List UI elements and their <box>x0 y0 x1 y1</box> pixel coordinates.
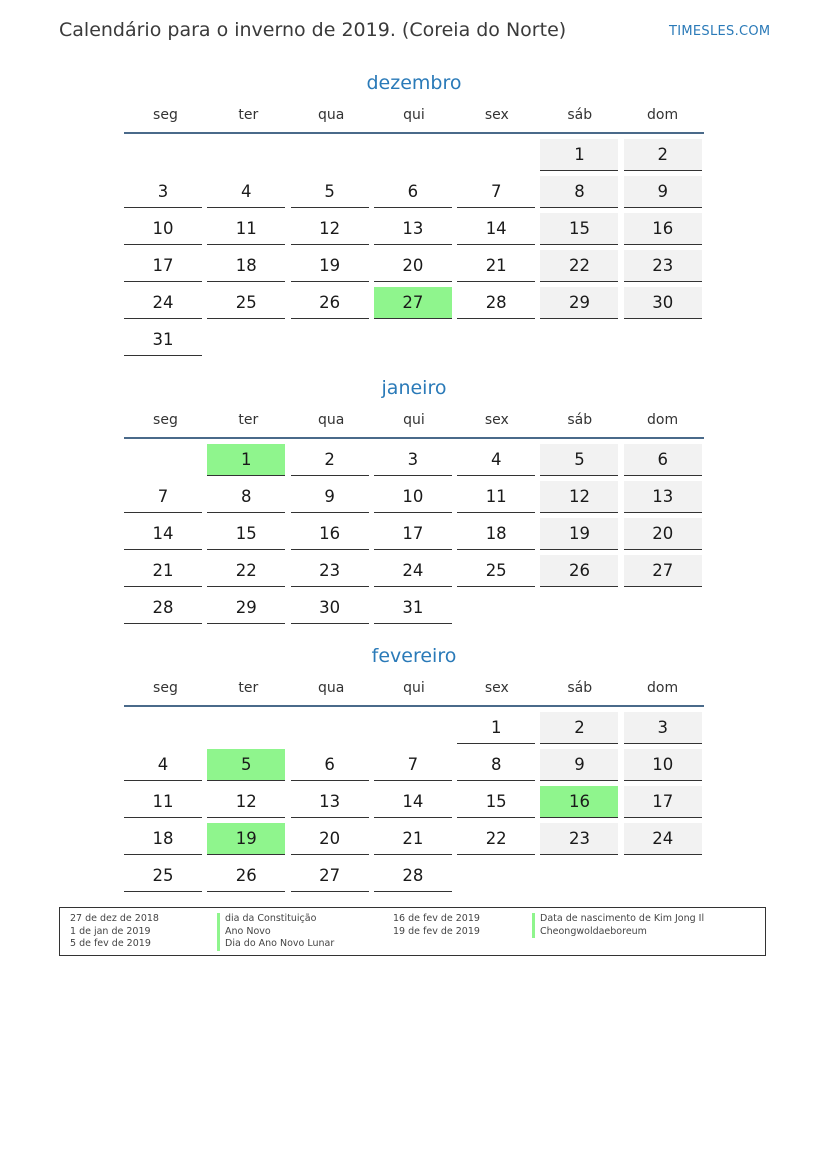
weekday-label: ter <box>238 412 259 428</box>
weekday-label: sáb <box>567 107 593 123</box>
day-cell[interactable]: 30 <box>624 287 702 319</box>
empty-cell <box>124 444 202 475</box>
holiday-day-cell[interactable]: 1 <box>207 444 285 476</box>
weekday-label: sex <box>484 680 509 696</box>
day-cell[interactable]: 9 <box>540 749 618 781</box>
day-cell[interactable]: 8 <box>207 481 285 513</box>
weekday-header <box>124 678 704 707</box>
day-grid <box>124 139 704 361</box>
day-cell[interactable]: 12 <box>540 481 618 513</box>
legend-left-names <box>217 913 334 951</box>
day-cell[interactable]: 14 <box>457 213 535 245</box>
legend-date: 1 de jan de 2019 <box>70 925 151 937</box>
weekday-label: sáb <box>567 680 593 696</box>
brand-logo[interactable]: TIMESLES.COM <box>669 24 771 39</box>
legend-holiday-name: dia da Constituição <box>217 913 334 926</box>
legend-date: 5 de fev de 2019 <box>70 938 151 949</box>
day-cell[interactable]: 20 <box>624 518 702 550</box>
day-cell[interactable]: 7 <box>124 481 202 513</box>
empty-cell <box>124 139 202 170</box>
day-cell[interactable]: 7 <box>374 749 452 781</box>
day-cell[interactable]: 26 <box>291 287 369 319</box>
weekday-label: sex <box>484 107 509 123</box>
day-cell[interactable]: 1 <box>540 139 618 171</box>
day-cell[interactable]: 6 <box>374 176 452 208</box>
day-cell[interactable]: 23 <box>540 823 618 855</box>
weekday-label: qui <box>403 680 425 696</box>
weekday-label: dom <box>647 107 679 123</box>
day-cell[interactable]: 20 <box>291 823 369 855</box>
day-cell[interactable]: 3 <box>374 444 452 476</box>
empty-cell <box>374 712 452 743</box>
day-cell[interactable]: 2 <box>540 712 618 744</box>
day-cell[interactable]: 19 <box>291 250 369 282</box>
day-cell[interactable]: 25 <box>457 555 535 587</box>
legend-date: 27 de dez de 2018 <box>70 913 159 924</box>
day-cell[interactable]: 17 <box>624 786 702 818</box>
legend-holiday-name: Cheongwoldaeboreum <box>532 926 704 939</box>
day-cell[interactable]: 21 <box>374 823 452 855</box>
weekday-label: qui <box>403 107 425 123</box>
empty-cell <box>207 139 285 170</box>
day-cell[interactable]: 2 <box>291 444 369 476</box>
day-cell[interactable]: 19 <box>540 518 618 550</box>
holiday-day-cell[interactable]: 5 <box>207 749 285 781</box>
day-cell[interactable]: 13 <box>291 786 369 818</box>
weekday-label: seg <box>153 680 178 696</box>
day-cell[interactable]: 14 <box>124 518 202 550</box>
empty-cell <box>207 712 285 743</box>
legend-left-dates <box>70 913 159 951</box>
day-cell[interactable]: 3 <box>624 712 702 744</box>
legend-holiday-name: Data de nascimento de Kim Jong Il <box>532 913 704 926</box>
day-cell[interactable]: 18 <box>457 518 535 550</box>
day-cell[interactable]: 10 <box>374 481 452 513</box>
day-cell[interactable]: 5 <box>540 444 618 476</box>
weekday-label: qua <box>317 680 345 696</box>
day-cell[interactable]: 7 <box>457 176 535 208</box>
day-cell[interactable]: 9 <box>624 176 702 208</box>
day-cell[interactable]: 4 <box>457 444 535 476</box>
day-cell[interactable]: 4 <box>124 749 202 781</box>
weekday-label: ter <box>238 680 259 696</box>
day-cell[interactable]: 22 <box>207 555 285 587</box>
empty-cell <box>457 139 535 170</box>
day-cell[interactable]: 20 <box>374 250 452 282</box>
day-cell[interactable]: 18 <box>207 250 285 282</box>
day-cell[interactable]: 16 <box>291 518 369 550</box>
day-cell[interactable]: 29 <box>207 592 285 624</box>
day-cell[interactable]: 23 <box>624 250 702 282</box>
day-cell[interactable]: 5 <box>291 176 369 208</box>
day-cell[interactable]: 15 <box>457 786 535 818</box>
day-cell[interactable]: 3 <box>124 176 202 208</box>
day-cell[interactable]: 8 <box>457 749 535 781</box>
day-cell[interactable]: 4 <box>207 176 285 208</box>
day-cell[interactable]: 22 <box>457 823 535 855</box>
day-cell[interactable]: 2 <box>624 139 702 171</box>
day-cell[interactable]: 18 <box>124 823 202 855</box>
day-cell[interactable]: 13 <box>624 481 702 513</box>
day-cell[interactable]: 31 <box>374 592 452 624</box>
weekday-label: seg <box>153 107 178 123</box>
day-cell[interactable]: 10 <box>624 749 702 781</box>
day-cell[interactable]: 25 <box>207 287 285 319</box>
day-cell[interactable]: 21 <box>457 250 535 282</box>
day-cell[interactable]: 16 <box>624 213 702 245</box>
empty-cell <box>124 712 202 743</box>
day-grid <box>124 444 704 629</box>
holiday-day-cell[interactable]: 19 <box>207 823 285 855</box>
day-cell[interactable]: 25 <box>124 860 202 892</box>
page-title: Calendário para o inverno de 2019. (Coreia do Norte) <box>59 19 567 41</box>
weekday-label: qui <box>403 412 425 428</box>
legend-date: 19 de fev de 2019 <box>393 925 480 937</box>
weekday-label: sáb <box>567 412 593 428</box>
day-cell[interactable]: 26 <box>207 860 285 892</box>
weekday-label: sex <box>484 412 509 428</box>
day-cell[interactable]: 1 <box>457 712 535 744</box>
empty-cell <box>374 139 452 170</box>
weekday-label: ter <box>238 107 259 123</box>
day-cell[interactable]: 31 <box>124 324 202 356</box>
weekday-header <box>124 410 704 439</box>
legend-right-dates <box>393 913 480 938</box>
month-january <box>124 376 704 629</box>
day-cell[interactable]: 27 <box>624 555 702 587</box>
day-cell[interactable]: 13 <box>374 213 452 245</box>
day-cell[interactable]: 17 <box>374 518 452 550</box>
weekday-header <box>124 105 704 134</box>
legend-date: 16 de fev de 2019 <box>393 913 480 924</box>
weekday-label: qua <box>317 412 345 428</box>
weekday-label: dom <box>647 412 679 428</box>
day-cell[interactable]: 28 <box>374 860 452 892</box>
day-cell[interactable]: 29 <box>540 287 618 319</box>
day-cell[interactable]: 11 <box>457 481 535 513</box>
day-cell[interactable]: 15 <box>540 213 618 245</box>
month-title: fevereiro <box>371 645 457 667</box>
day-cell[interactable]: 8 <box>540 176 618 208</box>
day-cell[interactable]: 11 <box>124 786 202 818</box>
day-cell[interactable]: 23 <box>291 555 369 587</box>
legend-right-names <box>532 913 704 938</box>
month-title: janeiro <box>381 377 447 399</box>
day-cell[interactable]: 12 <box>291 213 369 245</box>
empty-cell <box>291 139 369 170</box>
day-cell[interactable]: 9 <box>291 481 369 513</box>
legend-holiday-name: Dia do Ano Novo Lunar <box>217 938 334 951</box>
day-cell[interactable]: 28 <box>124 592 202 624</box>
holiday-day-cell[interactable]: 27 <box>374 287 452 319</box>
day-cell[interactable]: 26 <box>540 555 618 587</box>
day-cell[interactable]: 22 <box>540 250 618 282</box>
holiday-legend <box>59 907 766 956</box>
day-cell[interactable]: 21 <box>124 555 202 587</box>
day-cell[interactable]: 24 <box>374 555 452 587</box>
month-february <box>124 644 704 897</box>
empty-cell <box>291 712 369 743</box>
weekday-label: seg <box>153 412 178 428</box>
month-december <box>124 71 704 361</box>
day-grid <box>124 712 704 897</box>
weekday-label: dom <box>647 680 679 696</box>
day-cell[interactable]: 14 <box>374 786 452 818</box>
day-cell[interactable]: 28 <box>457 287 535 319</box>
holiday-day-cell[interactable]: 16 <box>540 786 618 818</box>
weekday-label: qua <box>317 107 345 123</box>
month-title: dezembro <box>366 72 462 94</box>
day-cell[interactable]: 15 <box>207 518 285 550</box>
day-cell[interactable]: 30 <box>291 592 369 624</box>
day-cell[interactable]: 12 <box>207 786 285 818</box>
legend-holiday-name: Ano Novo <box>217 926 334 939</box>
day-cell[interactable]: 17 <box>124 250 202 282</box>
day-cell[interactable]: 6 <box>291 749 369 781</box>
day-cell[interactable]: 24 <box>124 287 202 319</box>
day-cell[interactable]: 10 <box>124 213 202 245</box>
day-cell[interactable]: 24 <box>624 823 702 855</box>
day-cell[interactable]: 11 <box>207 213 285 245</box>
day-cell[interactable]: 6 <box>624 444 702 476</box>
day-cell[interactable]: 27 <box>291 860 369 892</box>
